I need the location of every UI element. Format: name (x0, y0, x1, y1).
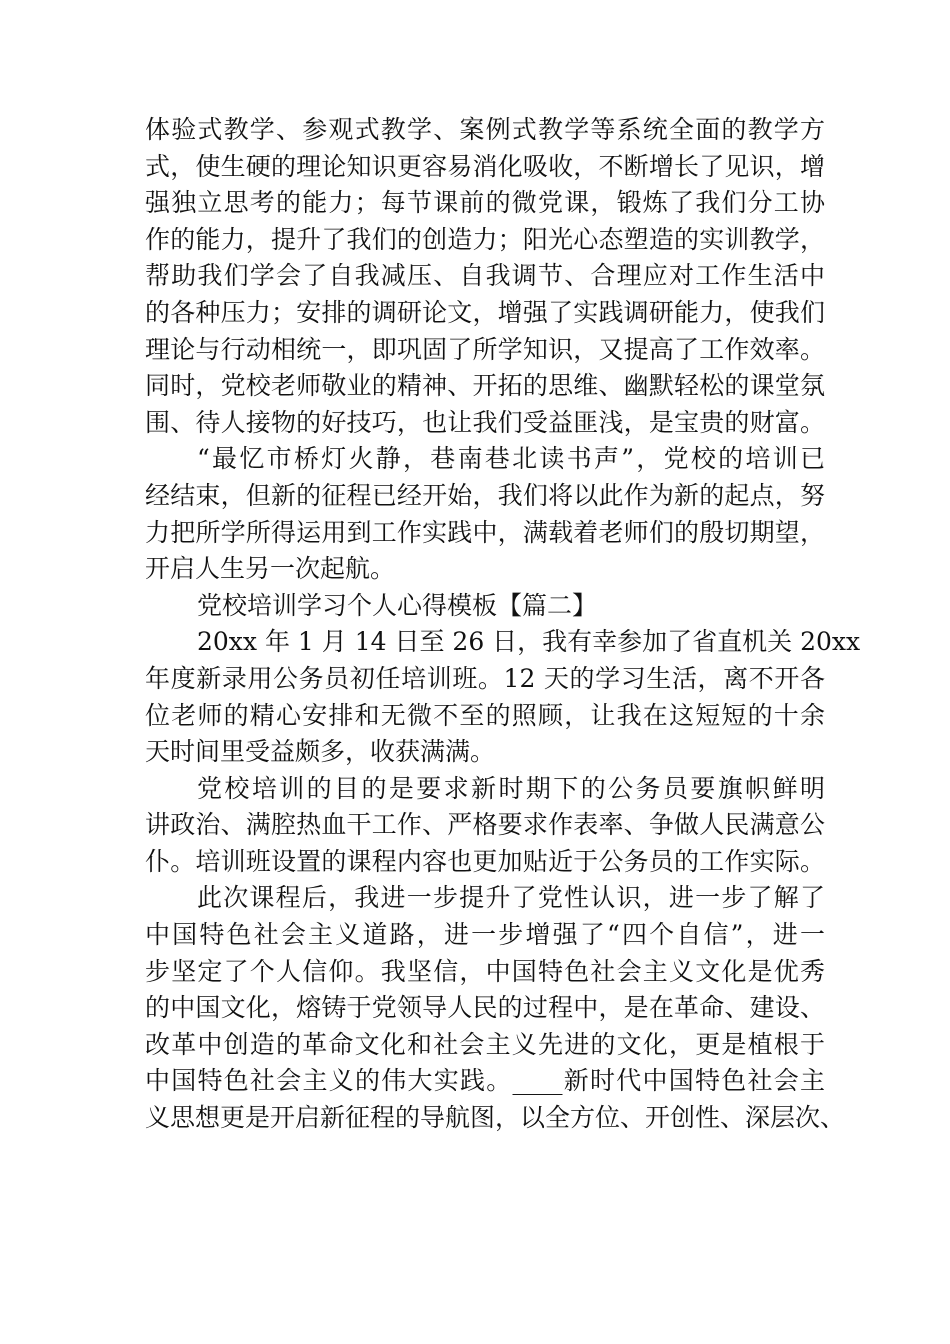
text-line: 开启人生另一次起航。 (145, 554, 396, 584)
text-line: 体验式教学、参观式教学、案例式教学等系统全面的教学方 (145, 115, 825, 144)
text-line: 围、待人接物的好技巧，也让我们受益匪浅，是宝贵的财富。 (145, 407, 825, 437)
text-line: 同时，党校老师敬业的精神、开拓的思维、幽默轻松的课堂氛 (145, 371, 825, 401)
paragraph-first-line: “最忆市桥灯火静，巷南巷北读书声”，党校的培训已 (197, 444, 825, 474)
text-line: 步坚定了个人信仰。我坚信，中国特色社会主义文化是优秀 (145, 956, 825, 986)
section-heading: 党校培训学习个人心得模板【篇二】 (197, 590, 598, 620)
text-line: 经结束，但新的征程已经开始，我们将以此作为新的起点，努 (145, 480, 825, 510)
text-line: 义思想更是开启新征程的导航图，以全方位、开创性、深层次、 (145, 1103, 846, 1133)
text-line: 位老师的精心安排和无微不至的照顾，让我在这短短的十余 (145, 700, 825, 730)
document-body (145, 112, 861, 1137)
paragraph-first-line: 党校培训的目的是要求新时期下的公务员要旗帜鲜明 (197, 773, 825, 803)
text-line: 的各种压力；安排的调研论文，增强了实践调研能力，使我们 (145, 297, 825, 327)
paragraph-first-line: 20xx 年 1 月 14 日至 26 日，我有幸参加了省直机关 20xx (197, 627, 861, 657)
text-line: 年度新录用公务员初任培训班。12 天的学习生活，离不开各 (145, 663, 825, 693)
text-line: 中国特色社会主义道路，进一步增强了“四个自信”，进一 (145, 920, 825, 950)
text-line: 式，使生硬的理论知识更容易消化吸收，不断增长了见识，增 (145, 151, 825, 181)
text-line: 强独立思考的能力；每节课前的微党课，锻炼了我们分工协 (145, 188, 825, 218)
text-line: 力把所学所得运用到工作实践中，满载着老师们的殷切期望， (145, 517, 825, 547)
text-line: 作的能力，提升了我们的创造力；阳光心态塑造的实训教学， (145, 224, 825, 254)
text-line: 改革中创造的革命文化和社会主义先进的文化，更是植根于 (145, 1029, 825, 1059)
text-line: 天时间里受益颇多，收获满满。 (145, 737, 496, 767)
text-line: 仆。培训班设置的课程内容也更加贴近于公务员的工作实际。 (145, 846, 825, 876)
paragraph-first-line: 此次课程后，我进一步提升了党性认识，进一步了解了 (197, 883, 825, 913)
text-line: 理论与行动相统一，即巩固了所学知识，又提高了工作效率。 (145, 334, 825, 364)
text-line: 讲政治、满腔热血干工作、严格要求作表率、争做人民满意公 (145, 810, 825, 840)
text-line: 帮助我们学会了自我减压、自我调节、合理应对工作生活中 (145, 261, 825, 291)
text-line: 的中国文化，熔铸于党领导人民的过程中，是在革命、建设、 (145, 993, 825, 1023)
text-line: 中国特色社会主义的伟大实践。____新时代中国特色社会主 (145, 1066, 825, 1096)
